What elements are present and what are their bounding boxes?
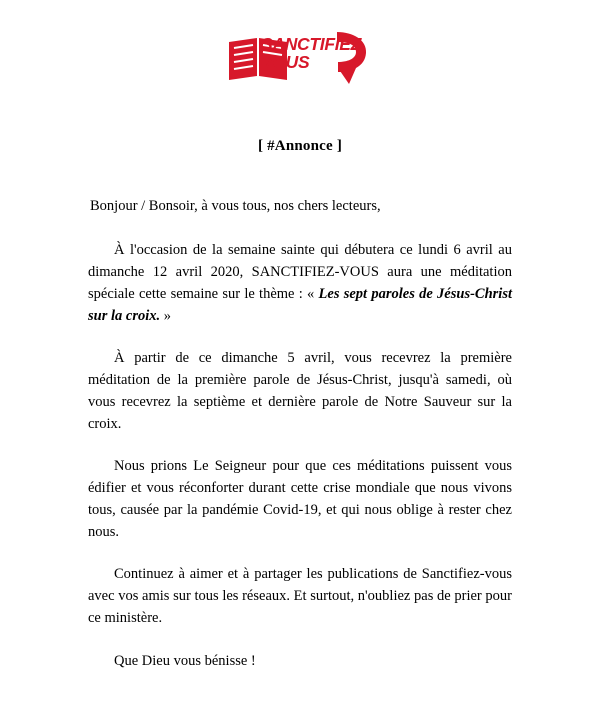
paragraph-blessing: Que Dieu vous bénisse ! [114, 652, 256, 669]
logo-line-1: SANCTIFIEZ [261, 34, 362, 54]
theme-title: Les sept paroles de Jésus-Christ sur la croix. [88, 286, 512, 325]
announcement-title: [ #Annonce ] [257, 138, 343, 154]
greeting-paragraph: Bonjour / Bonsoir, à vous tous, nos chers lecteurs, [90, 198, 381, 214]
document-body [88, 155, 512, 672]
logo-wordmark [261, 36, 361, 72]
paragraph-theme [88, 239, 512, 327]
document-page [0, 26, 600, 701]
paragraph-prayer: Nous prions Le Seigneur pour que ces méditations puissent vous édifier et vous réconforter durant cette crise mondiale que nous vivons tous, causée par la pandémie Covid-19, et qui nous oblige à rester chez nous. [88, 458, 512, 541]
logo-header [0, 26, 600, 88]
paragraph-schedule: À partir de ce dimanche 5 avril, vous recevrez la première méditation de la première parole de Jésus-Christ, jusqu'à samedi, où vous recevrez la septième et dernière parole de Notre Sauveur sur la croix. [88, 350, 512, 433]
logo-line-2: VOUS [261, 51, 310, 72]
sanctifiez-vous-logo [225, 26, 375, 88]
paragraph-share: Continuez à aimer et à partager les publications de Sanctifiez-vous avec vos amis sur tous les réseaux. Et surtout, n'oubliez pas de prier pour ce ministère. [88, 566, 512, 627]
paragraph-theme-after: » [160, 308, 171, 325]
paragraph-theme-before: À l'occasion de la semaine sainte qui débutera ce lundi 6 avril au dimanche 12 avril 2020, SANCTIFIEZ-VOUS aura une méditation spéciale cette semaine sur le thème : « [88, 242, 512, 303]
